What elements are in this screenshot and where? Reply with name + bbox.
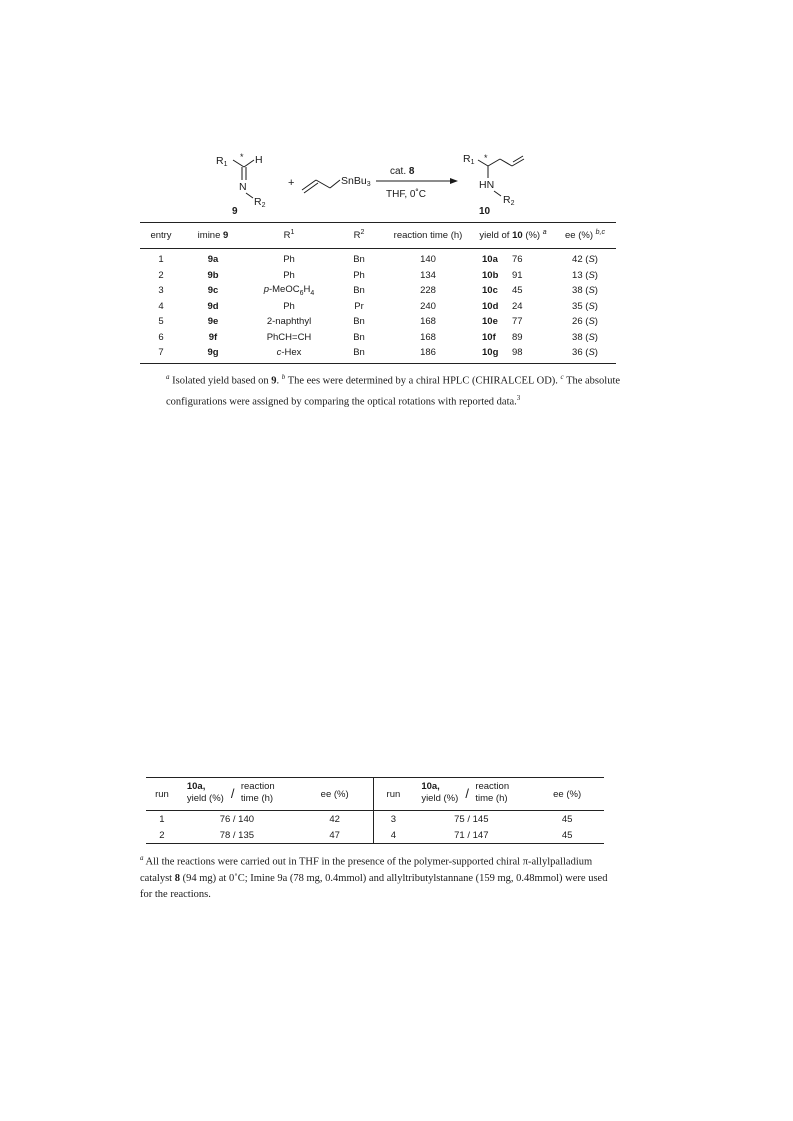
allylstannane-structure [302, 175, 371, 193]
svg-text:9: 9 [232, 206, 238, 217]
cell-r1: c-Hex [244, 345, 334, 363]
cell-imine: 9e [207, 316, 219, 328]
cell-entry: 3 [158, 285, 164, 297]
cell-run: 2 [146, 827, 178, 844]
cell-entry: 4 [158, 300, 164, 312]
table-row [140, 314, 616, 330]
svg-text:R1: R1 [463, 153, 475, 166]
table-row [140, 249, 616, 268]
cell-yield-time: 78 / 135 [178, 827, 296, 844]
svg-text:N: N [239, 181, 247, 193]
cell-imine: 9d [207, 300, 219, 312]
svg-text:*: * [484, 153, 488, 163]
table-row [140, 283, 616, 299]
header-ee: ee (%) [530, 778, 604, 811]
cell-r1: Ph [283, 254, 295, 266]
cell-r2: Bn [334, 345, 384, 363]
cell-r2: Pr [354, 300, 364, 312]
svg-text:H: H [255, 154, 263, 166]
svg-text:R2: R2 [254, 196, 266, 209]
table-row [140, 345, 616, 363]
cell-run: 3 [374, 811, 412, 828]
svg-text:R1: R1 [216, 155, 228, 168]
table-row [140, 299, 616, 315]
svg-text:SnBu3: SnBu3 [341, 175, 371, 188]
svg-text:cat. 8: cat. 8 [390, 166, 415, 177]
cell-ee: 13 (S) [572, 269, 598, 281]
cell-ee: 36 (S) [554, 345, 616, 363]
header-run: run [146, 778, 178, 811]
cell-time: 134 [420, 269, 436, 281]
cell-r1: 2-naphthyl [266, 316, 312, 328]
cell-r1: Ph [283, 269, 295, 281]
cell-ee: 47 [296, 827, 374, 844]
cell-yield: 10f 89 [482, 331, 523, 343]
cell-ee: 45 [530, 827, 604, 844]
cell-entry: 6 [158, 331, 164, 343]
svg-text:THF, 0˚C: THF, 0˚C [386, 189, 426, 200]
cell-time: 168 [420, 331, 436, 343]
cell-ee: 26 (S) [572, 316, 598, 328]
cell-yield-time: 75 / 145 [454, 813, 489, 825]
header-ee: ee (%) $^{b,c}$ [554, 223, 616, 249]
cell-time: 228 [420, 285, 436, 297]
svg-text:HN: HN [479, 179, 495, 191]
cell-yield-time: 76 / 140 [219, 813, 255, 825]
cell-imine: 9c [207, 285, 219, 297]
reaction-scheme-drawing [140, 140, 620, 220]
svg-text:+: + [288, 177, 295, 189]
cell-time: 186 [384, 345, 472, 363]
cell-imine: 9a [207, 254, 219, 266]
table-row [146, 811, 604, 828]
table-footnote: $^a$ All the reactions were carried out in THF in the presence of the polymer-supported chiral π-allylpalladium catalyst 8 (94 mg) at 0˚C; Imine 9a (78 mg, 0.4mmol) and allyltributylstannane (159 mg, 0.48mmol) were used for the reactions. [140, 854, 608, 900]
cell-yield: 10g 98 [472, 345, 554, 363]
reaction-arrow [376, 166, 458, 200]
cell-entry: 1 [158, 254, 164, 266]
header-reaction-time: reaction time (h) [384, 223, 472, 249]
reaction-scheme [140, 140, 620, 220]
cell-imine: 9g [182, 345, 244, 363]
header-ee: ee (%) [296, 778, 374, 811]
cell-entry: 7 [140, 345, 182, 363]
imine-structure [216, 152, 266, 217]
cell-r1: $p-MeOC_6H_4$ [263, 284, 315, 298]
header-yield-time: 10a, yield (%) / reaction time (h) [412, 778, 530, 811]
cell-imine: 9f [208, 331, 218, 343]
results-table [140, 222, 616, 364]
table-row [146, 827, 604, 844]
svg-text:10: 10 [479, 206, 491, 217]
cell-entry: 2 [158, 269, 164, 281]
cell-yield: 10a 76 [482, 254, 523, 266]
table-header-row [146, 778, 604, 811]
recycling-table [146, 777, 604, 844]
cell-time: 240 [420, 300, 436, 312]
cell-run: 4 [374, 827, 412, 844]
svg-text:R2: R2 [503, 194, 515, 207]
cell-yield: 10d 24 [482, 300, 523, 312]
header-r1: $R^1$ [244, 223, 334, 249]
cell-ee: 38 (S) [572, 331, 598, 343]
header-yield: yield of 10 (%) $^a$ [472, 223, 554, 249]
header-run: run [374, 778, 412, 811]
product-structure [463, 153, 524, 217]
cell-ee: 42 (S) [572, 254, 598, 266]
cell-r1: Ph [283, 300, 295, 312]
cell-yield: 10e 77 [482, 316, 523, 328]
cell-time: 140 [420, 254, 436, 266]
cell-ee: 42 [329, 813, 340, 825]
table-header-row [140, 223, 616, 249]
cell-r2: Bn [353, 285, 365, 297]
table-footnote: $^a$ Isolated yield based on 9. $^b$ The ees were determined by a chiral HPLC (CHIRALCEL OD). $^c$ The absolute configurations were assigned by comparing the optical rotations with reported data.$^3$ [166, 373, 621, 407]
header-r2: $R^2$ [334, 223, 384, 249]
table-row [140, 268, 616, 284]
table-row [140, 330, 616, 346]
cell-time: 168 [420, 316, 436, 328]
cell-r1: PhCH=CH [266, 331, 312, 343]
header-yield-time: 10a, yield (%) / reaction time (h) [178, 778, 296, 811]
header-entry: entry [140, 223, 182, 249]
cell-imine: 9b [207, 269, 219, 281]
cell-entry: 5 [158, 316, 164, 328]
cell-ee: 38 (S) [572, 285, 598, 297]
cell-ee: 45 [561, 813, 573, 825]
cell-yield-time: 71 / 147 [412, 827, 530, 844]
svg-text:*: * [240, 152, 244, 162]
header-imine: imine 9 [182, 223, 244, 249]
cell-ee: 35 (S) [572, 300, 598, 312]
cell-r2: Ph [353, 269, 365, 281]
cell-run: 1 [159, 813, 165, 825]
cell-r2: Bn [353, 254, 365, 266]
cell-yield: 10b 91 [482, 269, 523, 281]
cell-r2: Bn [353, 316, 365, 328]
cell-r2: Bn [353, 331, 365, 343]
cell-yield: 10c 45 [482, 285, 523, 297]
